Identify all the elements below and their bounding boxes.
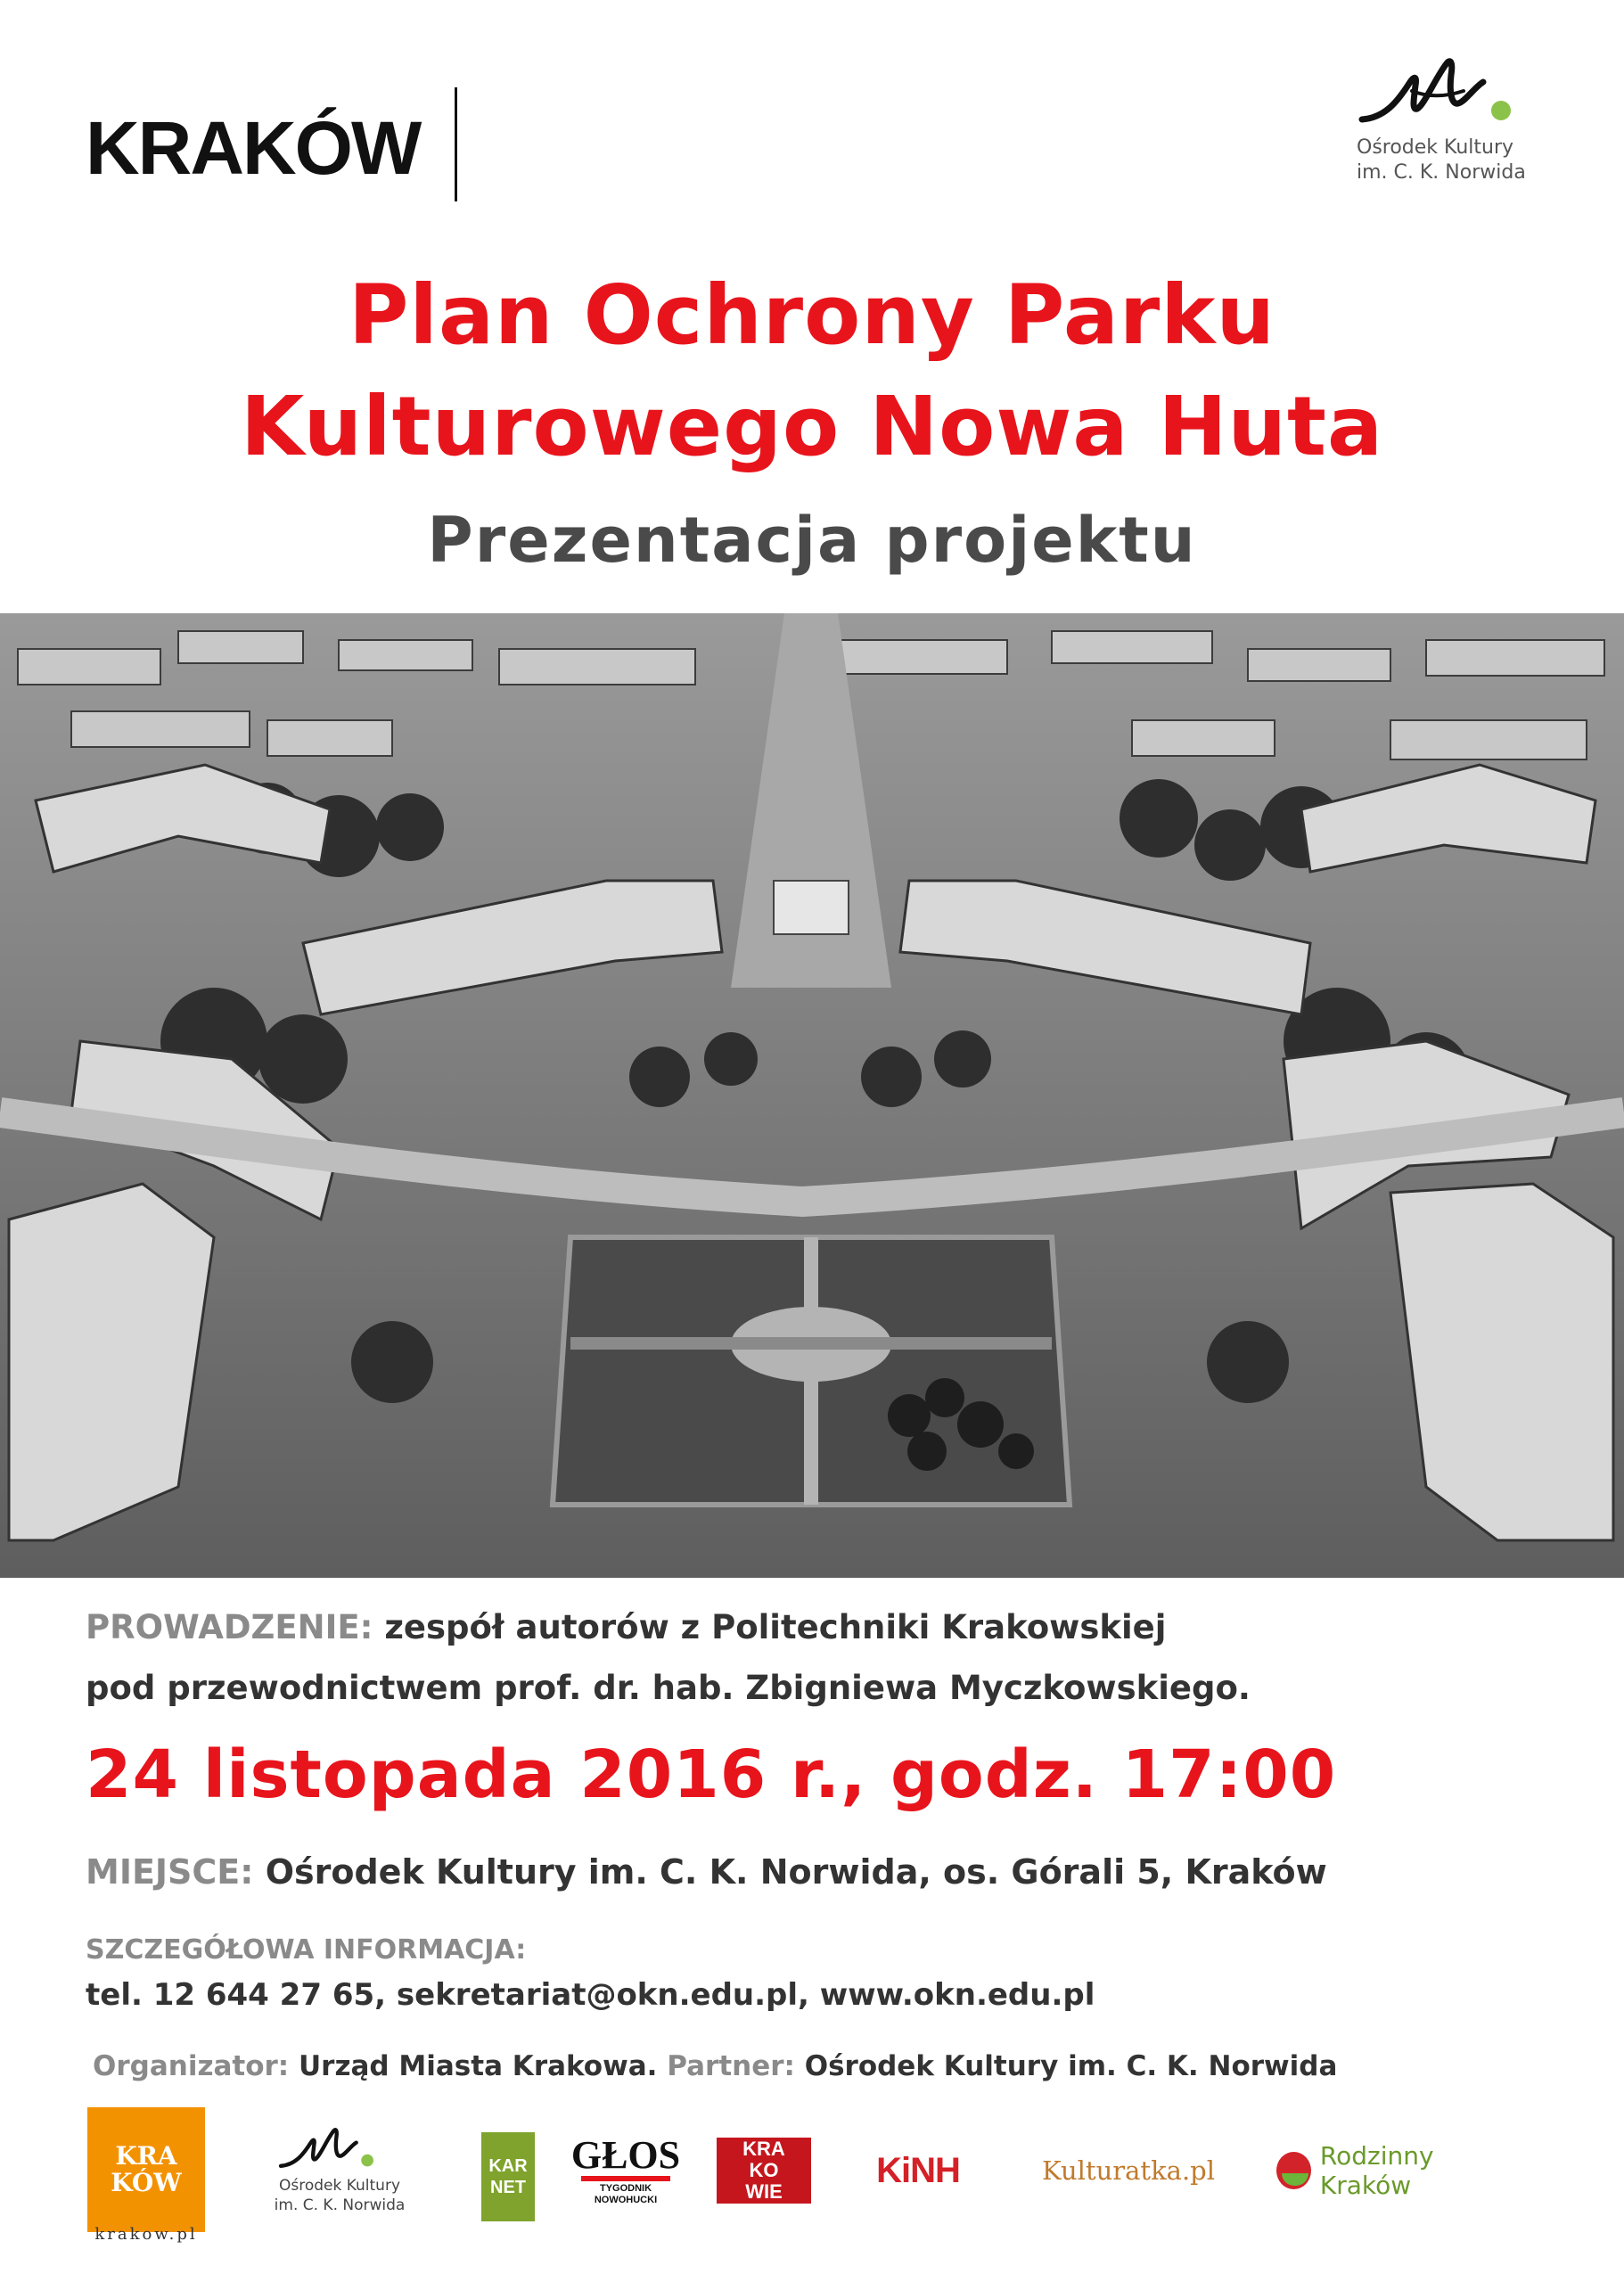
okn-small-line1: Ośrodek Kultury bbox=[278, 2177, 401, 2195]
details-label: SZCZEGÓŁOWA INFORMACJA: bbox=[86, 1934, 527, 1966]
okn-logo-line1: Ośrodek Kultury bbox=[1357, 136, 1514, 159]
lead-line-2: pod przewodnictwem prof. dr. hab. Zbigniewa Myczkowskiego. bbox=[86, 1669, 1251, 1707]
glos-title: GŁOS bbox=[570, 2133, 681, 2177]
partner-logo-okn bbox=[264, 2104, 415, 2237]
aerial-photo-illustration bbox=[0, 613, 1624, 1578]
okn-signature-icon bbox=[1358, 55, 1554, 135]
subtitle: Prezentacja projektu bbox=[427, 504, 1197, 577]
krakow-url: krakow.pl bbox=[94, 2225, 198, 2244]
event-date: 24 listopada 2016 r., godz. 17:00 bbox=[86, 1736, 1337, 1813]
lead-line bbox=[86, 1608, 1166, 1646]
partner-label: Partner: bbox=[657, 2050, 795, 2082]
partner-logo-glos bbox=[570, 2104, 681, 2237]
place-line bbox=[86, 1852, 1327, 1892]
organizer-label: Organizator: bbox=[93, 2050, 290, 2082]
partner-logo-krakow bbox=[87, 2107, 205, 2232]
okn-signature-icon bbox=[273, 2126, 406, 2176]
title-line-1: Plan Ochrony Parku bbox=[349, 267, 1275, 363]
krakow-logo-line2: KÓW bbox=[111, 2168, 182, 2197]
partner-logo-rodzinny-krakow bbox=[1276, 2104, 1517, 2237]
organizer-text: Urząd Miasta Krakowa. bbox=[289, 2050, 658, 2082]
karnet-letter: K bbox=[488, 2156, 502, 2176]
krakow-city-logo: KRAKÓW bbox=[86, 106, 421, 190]
krakowie-line1: KRA bbox=[742, 2138, 785, 2160]
kinh-text: KiNH bbox=[876, 2150, 960, 2190]
aerial-photo bbox=[0, 613, 1624, 1578]
place-text: Ośrodek Kultury im. C. K. Norwida, os. Górali 5, Kraków bbox=[253, 1852, 1327, 1892]
organizer-line bbox=[93, 2050, 1337, 2082]
krakowie-line2: KO bbox=[749, 2159, 779, 2181]
karnet-letter: R bbox=[514, 2156, 528, 2176]
partner-logo-kinh bbox=[865, 2104, 972, 2237]
rodzinny-icon bbox=[1276, 2152, 1311, 2189]
lead-text: zespół autorów z Politechniki Krakowskiej bbox=[373, 1608, 1167, 1646]
karnet-letter: N bbox=[489, 2178, 504, 2197]
karnet-letter: T bbox=[514, 2178, 526, 2197]
krakow-logo-line1: KRA bbox=[115, 2141, 177, 2171]
logo-divider bbox=[455, 87, 457, 201]
kulturatka-text: Kulturatka.pl bbox=[1041, 2155, 1216, 2186]
glos-subtitle: TYGODNIK NOWOHUCKI bbox=[581, 2176, 670, 2206]
krakowie-line3: WIE bbox=[745, 2180, 783, 2203]
partner-text: Ośrodek Kultury im. C. K. Norwida bbox=[794, 2050, 1338, 2082]
partner-logo-karnet bbox=[481, 2132, 535, 2221]
partner-logo-krakowie bbox=[717, 2138, 811, 2204]
title-line-2: Kulturowego Nowa Huta bbox=[240, 379, 1384, 474]
okn-small-line2: im. C. K. Norwida bbox=[274, 2196, 406, 2214]
rodzinny-text: Rodzinny Kraków bbox=[1319, 2141, 1434, 2200]
lead-label: PROWADZENIE: bbox=[86, 1608, 373, 1646]
contact-info: tel. 12 644 27 65, sekretariat@okn.edu.pl, www.okn.edu.pl bbox=[86, 1977, 1095, 2013]
okn-logo-line2: im. C. K. Norwida bbox=[1357, 161, 1526, 184]
karnet-letter: E bbox=[503, 2178, 515, 2197]
karnet-letter: A bbox=[501, 2156, 515, 2176]
okn-logo bbox=[1346, 55, 1560, 207]
place-label: MIEJSCE: bbox=[86, 1852, 254, 1892]
partner-logo-kulturatka bbox=[1030, 2104, 1226, 2237]
